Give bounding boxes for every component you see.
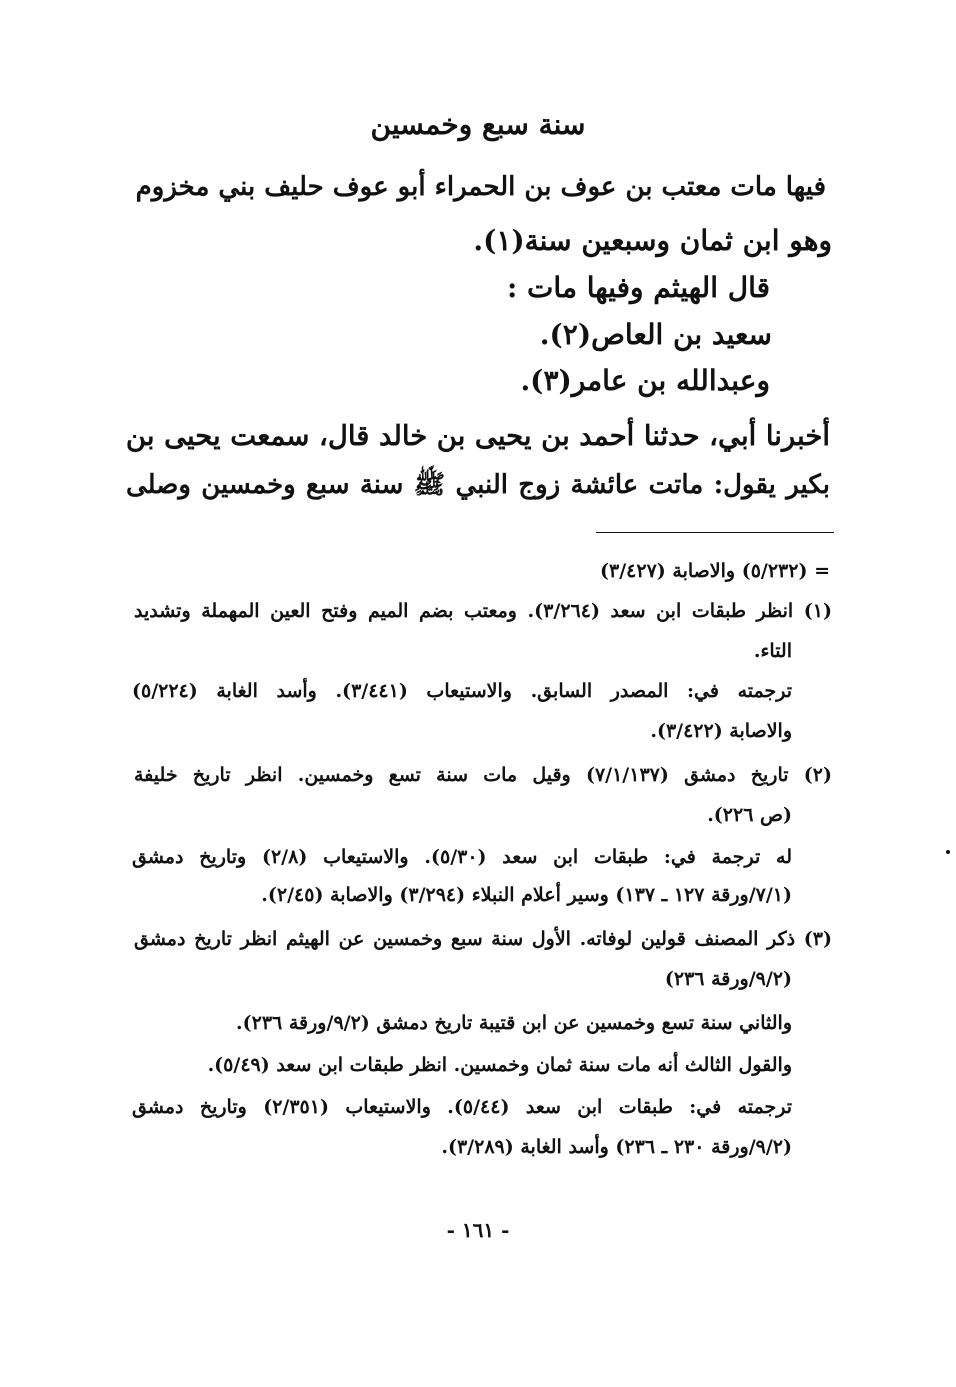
main-text-line: أخبرنا أبي، حدثنا أحمد بن يحيى بن خالد قال، سمعت يحيى بن <box>125 420 830 452</box>
footnote-line: (ص ٢٢٦). <box>707 804 792 826</box>
chapter-title: سنة سبع وخمسين <box>370 108 586 141</box>
main-text-line: سعيد بن العاص(٢). <box>539 318 772 351</box>
main-text-line: قال الهيثم وفيها مات : <box>506 271 770 304</box>
footnote-separator <box>596 532 834 533</box>
footnote-line: (١) انظر طبقات ابن سعد (٣/٢٦٤). ومعتب بضم الميم وفتح العين المهملة وتشديد <box>134 600 833 622</box>
footnote-line: (٩/٢/ورقة ٢٣٠ ـ ٢٣٦) وأسد الغابة (٣/٢٨٩). <box>441 1136 792 1158</box>
footnote-line: (٧/١/ورقة ١٢٧ ـ ١٣٧) وسير أعلام النبلاء (٣/٢٩٤) والاصابة (٢/٤٥). <box>261 884 792 906</box>
footnote-line: ترجمته في: طبقات ابن سعد (٥/٤٤). والاستيعاب (٢/٣٥١) وتاريخ دمشق <box>132 1096 792 1118</box>
footnote-line: والقول الثالث أنه مات سنة ثمان وخمسين. انظر طبقات ابن سعد (٥/٤٩). <box>207 1054 792 1076</box>
footnote-line: له ترجمة في: طبقات ابن سعد (٥/٣٠). والاستيعاب (٢/٨) وتاريخ دمشق <box>132 846 792 868</box>
main-text-line: وعبدالله بن عامر(٣). <box>520 364 770 397</box>
main-text-line: فيها مات معتب بن عوف بن الحمراء أبو عوف حليف بني مخزوم <box>135 172 826 202</box>
footnote-line: ترجمته في: المصدر السابق. والاستيعاب (٣/٤٤١). وأسد الغابة (٥/٢٢٤) <box>132 680 792 702</box>
main-text-line: بكير يقول: ماتت عائشة زوج النبي ﷺ سنة سبع وخمسين وصلى <box>126 470 830 500</box>
footnote-line: (٢) تاريخ دمشق (٧/١/١٣٧) وقيل مات سنة تسع وخمسين. انظر تاريخ خليفة <box>134 764 832 786</box>
footnote-line: والثاني سنة تسع وخمسين عن ابن قتيبة تاريخ دمشق (٩/٢/ورقة ٢٣٦). <box>236 1012 792 1034</box>
footnote-line: (٣) ذكر المصنف قولين لوفاته. الأول سنة سبع وخمسين عن الهيثم انظر تاريخ دمشق <box>134 928 832 950</box>
footnote-line: التاء. <box>753 640 792 662</box>
stray-mark <box>946 850 950 854</box>
page-number: - ١٦١ - <box>446 1218 510 1242</box>
main-text-line: وهو ابن ثمان وسبعين سنة(١). <box>473 224 832 257</box>
footnote-line: (٩/٢/ورقة ٢٣٦) <box>664 968 792 990</box>
footnote-line: والاصابة (٣/٤٢٢). <box>650 720 792 742</box>
footnote-line: = (٥/٢٣٢) والاصابة (٣/٤٢٧) <box>600 560 830 582</box>
